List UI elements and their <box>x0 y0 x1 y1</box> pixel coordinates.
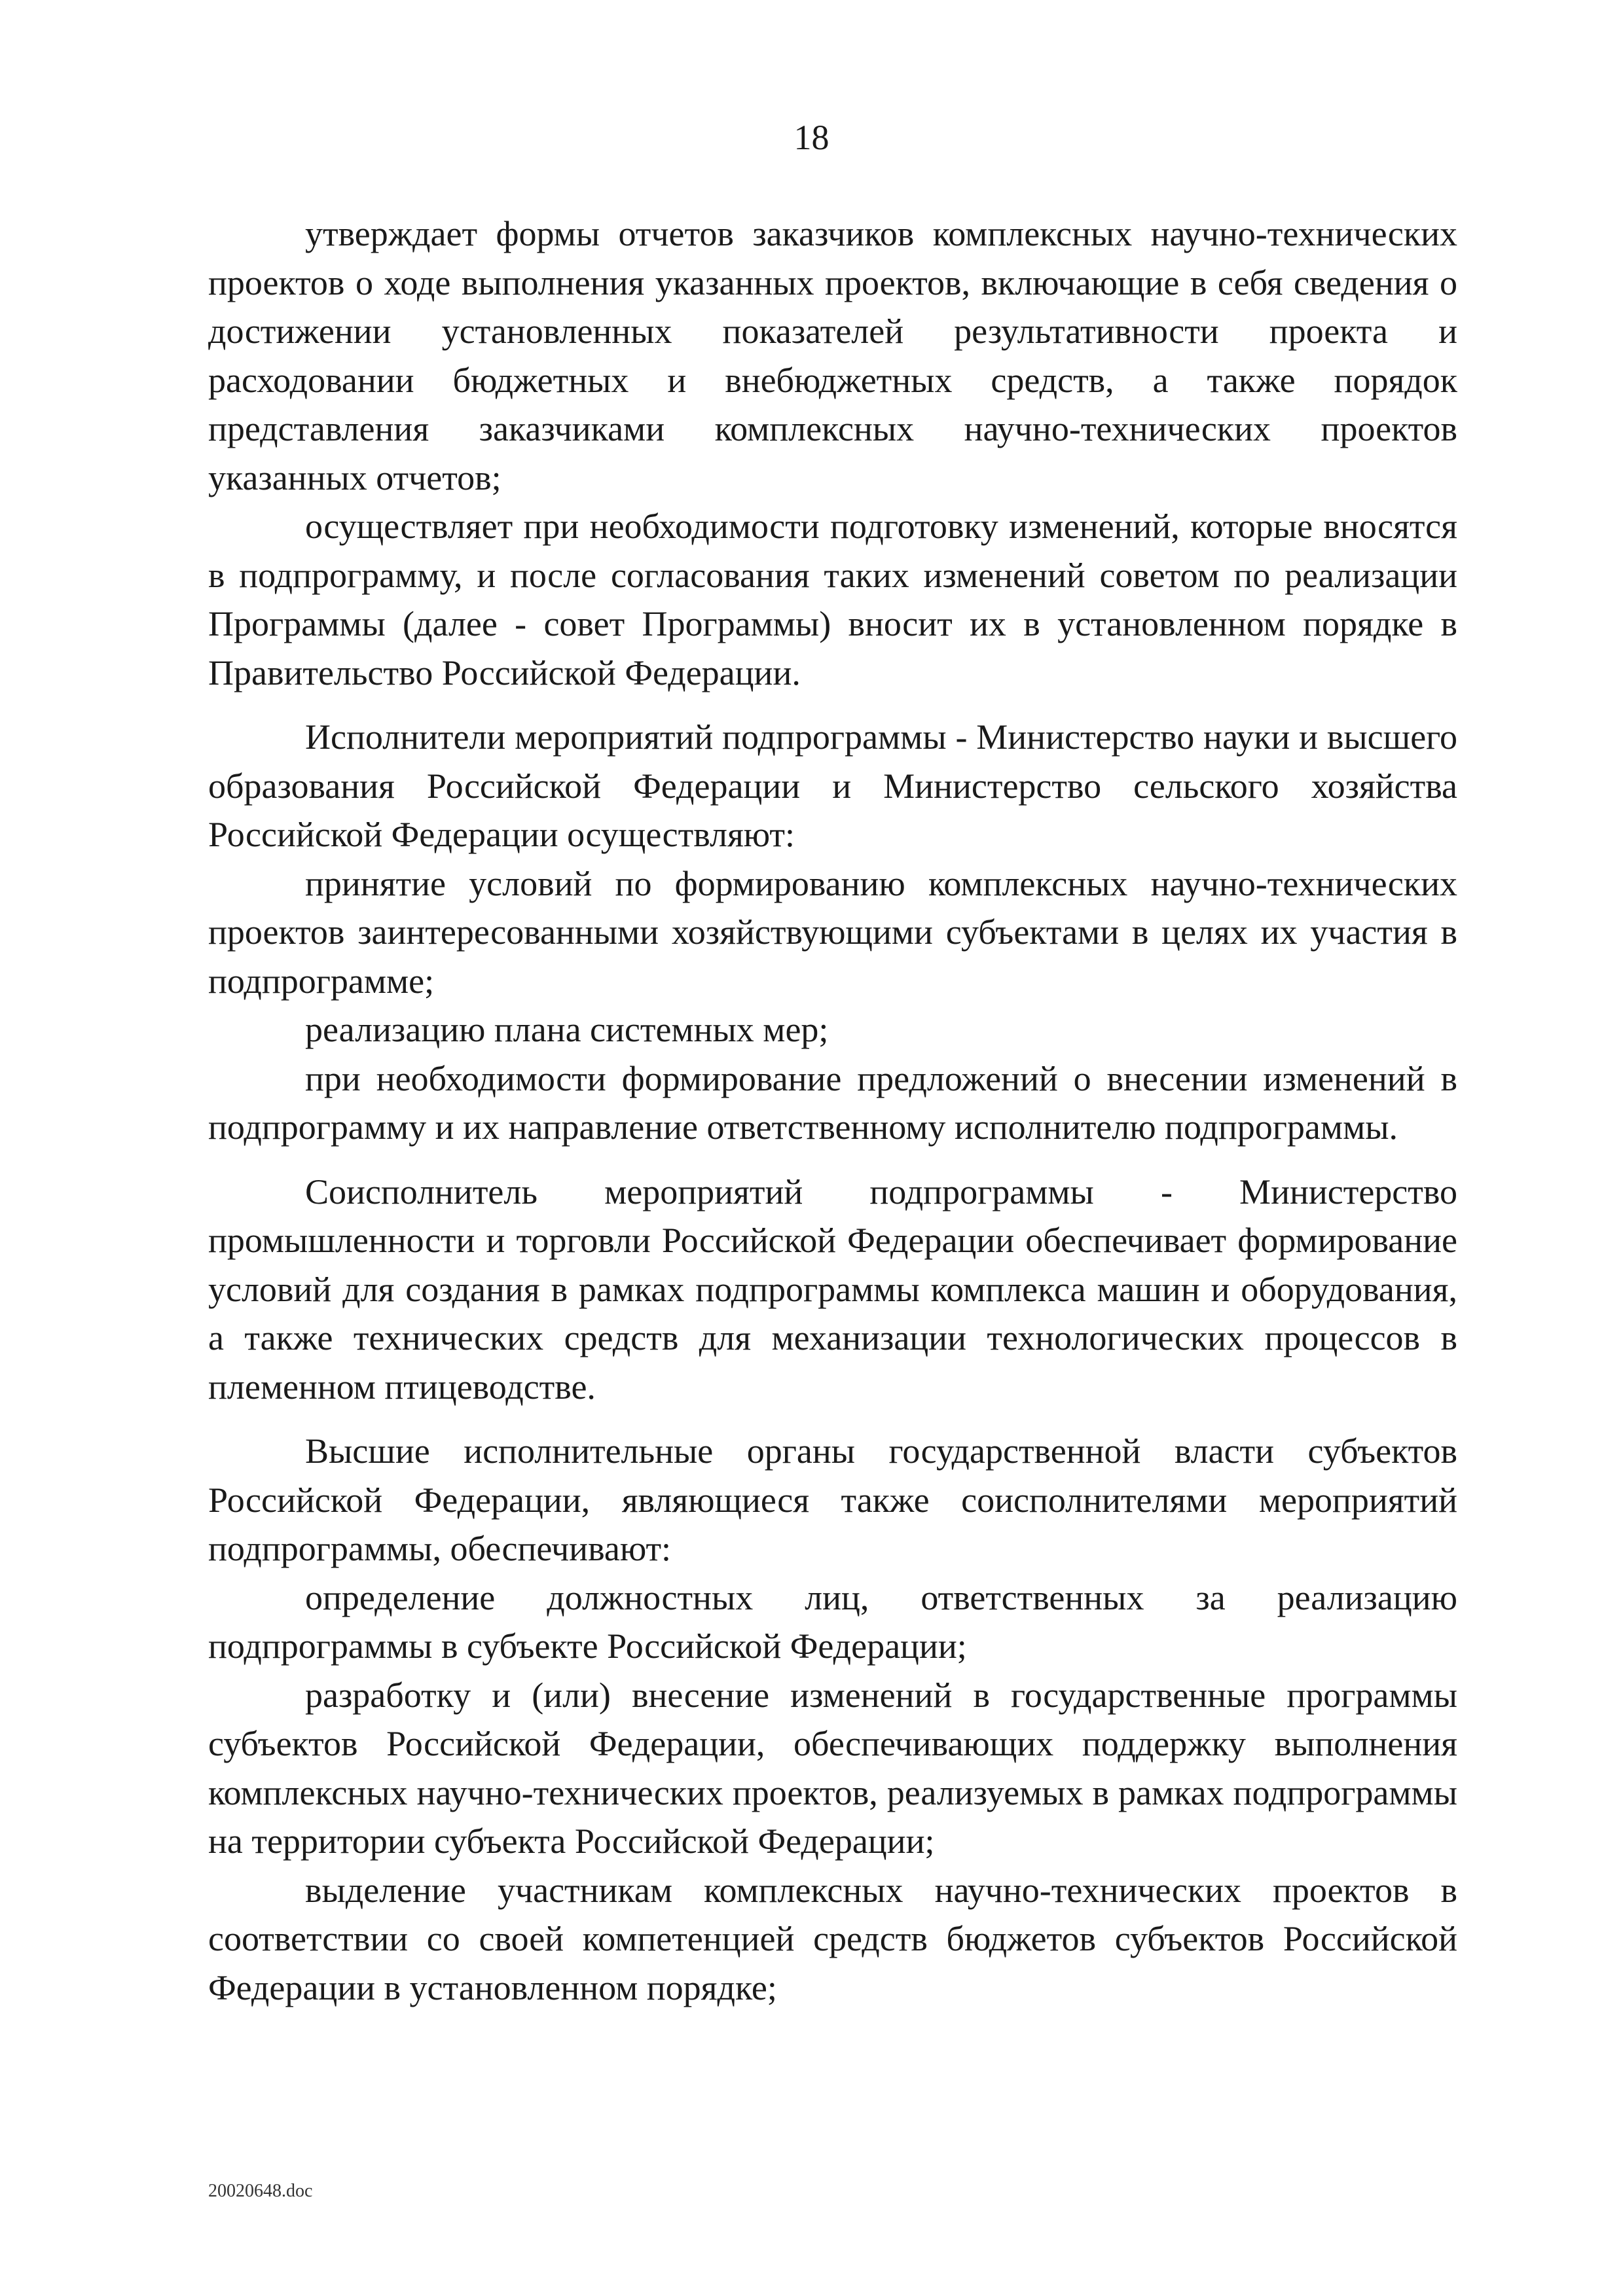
paragraph-system-measures: реализацию плана системных мер; <box>305 1010 829 1049</box>
paragraph-subprogram-changes: осуществляет при необходимости подготовку изменений, которые вносятся в подпрограмму, и после согласования таких изменений советом по реализации Программы (далее - совет Программы) вносит их в установленном порядке в Правительство Российской Федерации. <box>208 507 1457 692</box>
paragraph-co-executor: Соисполнитель мероприятий подпрограммы - Министерство промышленности и торговли Российской Федерации обеспечивает формирование условий для создания в рамках подпрограммы комплекса машин и оборудования, а также технических средств для механизации технологических процессов в племенном птицеводстве. <box>208 1172 1457 1407</box>
document-filename: 20020648.doc <box>208 2181 313 2201</box>
paragraph-executors: Исполнители мероприятий подпрограммы - Министерство науки и высшего образования Российской Федерации и Министерство сельского хозяйства Российской Федерации осуществляют: <box>208 717 1457 854</box>
paragraph-budget-allocation: выделение участникам комплексных научно-технических проектов в соответствии со своей компетенцией средств бюджетов субъектов Российской Федерации в установленном порядке; <box>208 1870 1457 2007</box>
paragraph-regional-authorities: Высшие исполнительные органы государственной власти субъектов Российской Федерации, являющиеся также соисполнителями мероприятий подпрограммы, обеспечивают: <box>208 1431 1457 1568</box>
document-body <box>208 209 1457 2012</box>
paragraph-change-proposals: при необходимости формирование предложений о внесении изменений в подпрограмму и их направление ответственному исполнителю подпрограммы. <box>208 1058 1457 1147</box>
paragraph-state-programs: разработку и (или) внесение изменений в государственные программы субъектов Российской Федерации, обеспечивающих поддержку выполнения комплексных научно-технических проектов, реализуемых в рамках подпрограммы на территории субъекта Российской Федерации; <box>208 1675 1457 1861</box>
paragraph-report-forms: утверждает формы отчетов заказчиков комплексных научно-технических проектов о ходе выполнения указанных проектов, включающие в себя сведения о достижении установленных показателей результативности проекта и расходовании бюджетных и внебюджетных средств, а также порядок представления заказчиками комплексных научно-технических проектов указанных отчетов; <box>208 214 1457 497</box>
page-number: 18 <box>793 118 830 157</box>
paragraph-officials: определение должностных лиц, ответственных за реализацию подпрограммы в субъекте Российской Федерации; <box>208 1577 1457 1666</box>
paragraph-conditions-acceptance: принятие условий по формированию комплексных научно-технических проектов заинтересованными хозяйствующими субъектами в целях их участия в подпрограмме; <box>208 863 1457 1001</box>
